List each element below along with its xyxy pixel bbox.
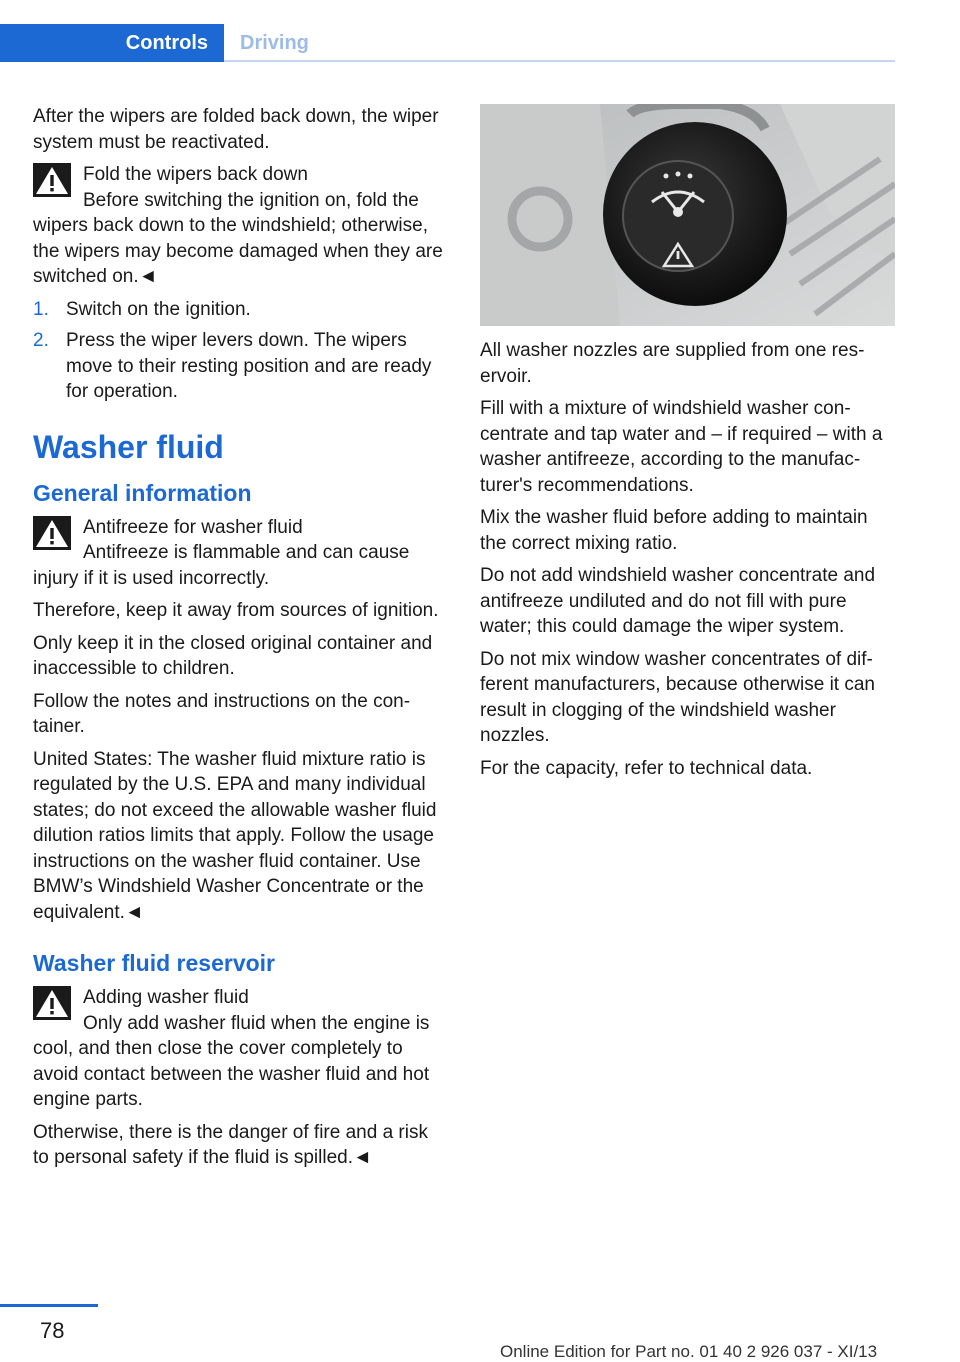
- warning-body: Before switching the ignition on, fold the wipers back down to the windshield; otherwise, the wipers may become damaged when they are switched on.◄: [33, 189, 443, 287]
- edition-text: Online Edition for Part no. 01 40 2 926 037 - XI/13: [500, 1342, 878, 1361]
- warning-fold-wipers: [33, 162, 447, 290]
- tab-controls-label: Controls: [125, 31, 208, 54]
- header-divider: [224, 60, 895, 62]
- footer-accent-bar: [0, 1304, 98, 1307]
- paragraph: For the capacity, refer to technical data.: [480, 757, 813, 779]
- step-text: Switch on the ignition.: [66, 298, 251, 320]
- warning-title: Fold the wipers back down: [83, 164, 308, 185]
- paragraph: Only keep it in the closed original container and inaccessible to children.: [33, 632, 433, 679]
- tab-driving-label: Driving: [240, 31, 309, 54]
- paragraph: Therefore, keep it away from sources of ignition.: [33, 600, 439, 621]
- right-column: [480, 104, 894, 788]
- paragraph: United States: The washer fluid mixture ratio is regulated by the U.S. EPA and many individual states; do not exceed the allowable washer fluid dilution ratios limits that apply. Follow the usage instructions on the washer fluid container. Use BMW’s Windshield Washer Concentrate or the equivalent.◄: [33, 748, 437, 923]
- warning-adding-fluid: [33, 985, 447, 1113]
- paragraph: Mix the washer fluid before adding to maintain the correct mixing ratio.: [480, 507, 868, 554]
- step-number: 2.: [33, 330, 49, 351]
- warning-body: Antifreeze is flammable and can cause injury if it is used incorrectly.: [33, 542, 410, 589]
- warning-title: Antifreeze for washer fluid: [83, 516, 303, 538]
- warning-title: Adding washer fluid: [83, 987, 249, 1008]
- paragraph: Otherwise, there is the danger of fire and a risk to personal safety if the fluid is spilled.◄: [33, 1121, 428, 1168]
- paragraph: Do not add windshield washer concentrate and antifreeze undiluted and do not fill with pure water; this could damage the wiper system.: [480, 565, 876, 637]
- paragraph: Do not mix window washer concentrates of different manufacturers, because otherwise it can result in clogging of the windshield washer nozzles.: [480, 648, 875, 746]
- tab-controls[interactable]: [0, 24, 224, 62]
- page-number: 78: [40, 1318, 65, 1343]
- subsection-title-general: General information: [33, 479, 252, 506]
- left-column: [33, 104, 447, 1178]
- steps-list: [33, 297, 447, 405]
- step-text: Press the wiper levers down. The wipers move to their resting position and are ready for operation.: [66, 330, 432, 402]
- warning-antifreeze: [33, 515, 447, 592]
- list-item: [33, 328, 447, 405]
- page-header: [0, 0, 895, 62]
- intro-paragraph: After the wipers are folded back down, the wiper system must be reactivated.: [33, 106, 439, 153]
- tab-driving[interactable]: [224, 24, 309, 62]
- paragraph: Fill with a mixture of windshield washer concentrate and tap water and – if required – with a washer antifreeze, according to the manufacturer's recommendations.: [480, 398, 883, 496]
- warning-triangle-icon: [33, 516, 71, 550]
- paragraph: All washer nozzles are supplied from one reservoir.: [480, 340, 865, 387]
- warning-body: Only add washer fluid when the engine is cool, and then close the cover completely to avoid contact between the washer fluid and hot engine parts.: [33, 1012, 430, 1110]
- step-number: 1.: [33, 298, 49, 320]
- warning-triangle-icon: [33, 163, 71, 197]
- paragraph: Follow the notes and instructions on the container.: [33, 690, 411, 737]
- washer-fluid-cap-photo: [480, 104, 895, 326]
- warning-triangle-icon: [33, 986, 71, 1020]
- list-item: [33, 297, 447, 323]
- subsection-title-reservoir: Washer fluid reservoir: [33, 950, 276, 976]
- section-title: Washer fluid: [33, 428, 224, 465]
